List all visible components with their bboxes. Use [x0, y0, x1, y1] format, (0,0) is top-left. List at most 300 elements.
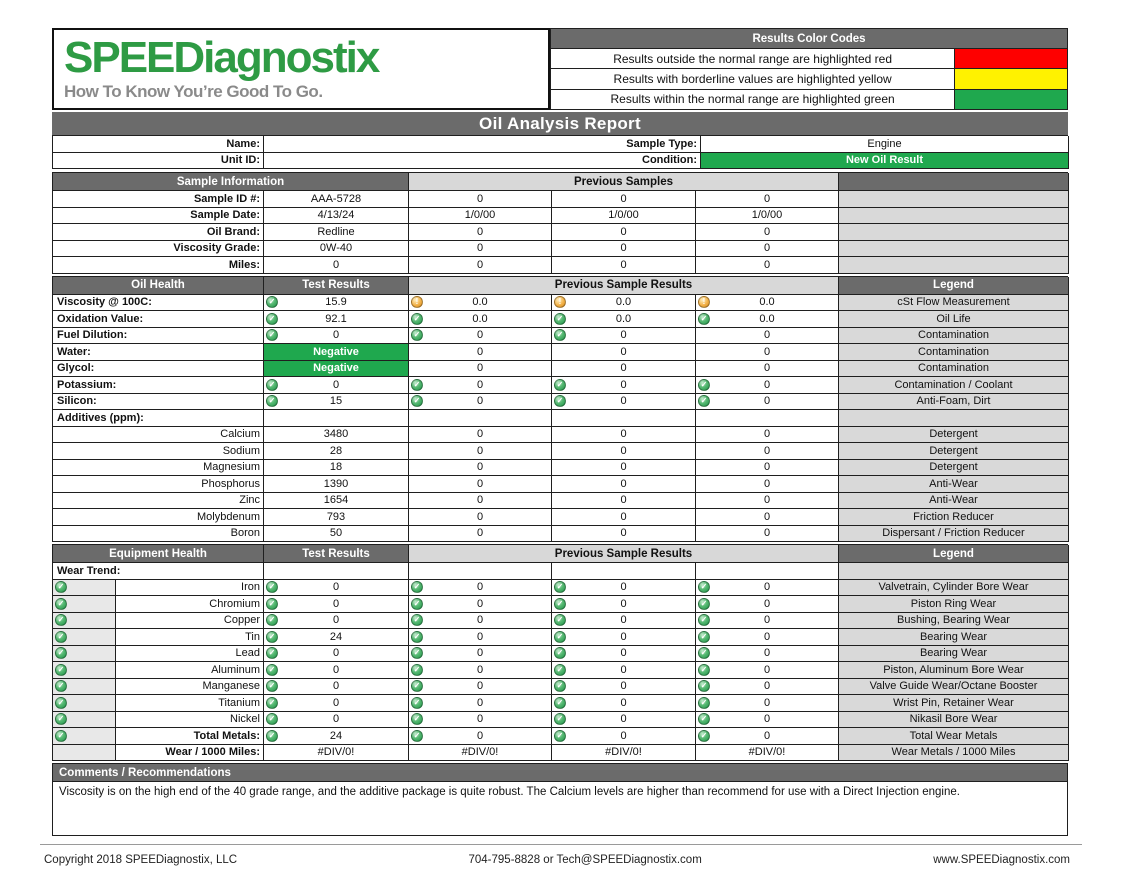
cell-value: 0 — [620, 729, 627, 742]
test-result-cell — [264, 241, 409, 258]
legend-cell — [839, 311, 1069, 328]
previous-sample-results-header: Previous Sample Results — [409, 277, 839, 295]
metal-label-text: Aluminum — [211, 663, 260, 676]
cell-value: 0 — [476, 510, 484, 523]
sample-info-row — [53, 241, 1068, 258]
cell-value: #DIV/0! — [461, 746, 499, 759]
previous-sample-cell — [409, 679, 552, 696]
field-label-text: Sample Date: — [190, 209, 260, 222]
check-icon: ✓ — [554, 581, 566, 593]
legend-cell — [839, 646, 1069, 663]
metal-label-text: Nickel — [230, 713, 260, 726]
wear-trend-cell — [53, 662, 116, 679]
oil-health-row — [53, 509, 1068, 526]
check-icon: ✓ — [698, 313, 710, 325]
previous-sample-cell — [552, 427, 696, 444]
check-icon: ✓ — [411, 697, 423, 709]
legend-cell — [839, 427, 1069, 444]
color-code-row — [551, 69, 1068, 89]
equipment-health-row — [53, 596, 1068, 613]
legend-text: Detergent — [929, 444, 978, 457]
field-label-text: Oil Brand: — [206, 225, 260, 238]
test-result-cell — [264, 613, 409, 630]
cell-value: 0 — [763, 444, 771, 457]
cell-value: 24 — [329, 630, 343, 643]
previous-sample-cell — [696, 394, 839, 411]
metal-label — [116, 695, 264, 712]
check-icon: ✓ — [554, 730, 566, 742]
previous-sample-cell — [552, 443, 696, 460]
equipment-health-row — [53, 629, 1068, 646]
cell-value: 0 — [620, 647, 627, 660]
cell-value: 0 — [476, 192, 484, 205]
previous-sample-cell — [696, 662, 839, 679]
metal-label-text: Chromium — [209, 597, 260, 610]
footer-divider — [40, 844, 1082, 845]
check-icon: ✓ — [554, 395, 566, 407]
cell-value: 0 — [620, 597, 627, 610]
cell-value: 0 — [476, 713, 484, 726]
check-icon: ✓ — [266, 379, 278, 391]
check-icon: ✓ — [55, 631, 67, 643]
cell-value: 0 — [763, 597, 771, 610]
wear-trend-cell — [53, 596, 116, 613]
cell-value: 0 — [620, 680, 627, 693]
cell-value: 0 — [763, 477, 771, 490]
previous-sample-cell — [696, 241, 839, 258]
cell-value: 0 — [620, 378, 627, 391]
cell-value: 0.0 — [472, 296, 488, 309]
wear-trend-cell — [53, 695, 116, 712]
check-icon: ✓ — [266, 713, 278, 725]
parameter-label-text: Additives (ppm): — [57, 411, 144, 424]
test-result-cell — [264, 460, 409, 477]
check-icon: ✓ — [554, 647, 566, 659]
previous-sample-cell — [409, 295, 552, 312]
equipment-health-row — [53, 695, 1068, 712]
legend-text: Detergent — [929, 428, 978, 441]
check-icon: ✓ — [554, 598, 566, 610]
parameter-label-text: Calcium — [220, 428, 260, 441]
cell-value: 0 — [620, 444, 627, 457]
metal-label-text: Manganese — [202, 680, 260, 693]
cell-value: 0 — [476, 494, 484, 507]
legend-cell — [839, 295, 1069, 312]
parameter-label-text: Viscosity @ 100C: — [57, 296, 152, 309]
check-icon: ✓ — [55, 614, 67, 626]
metal-label-text: Titanium — [218, 696, 260, 709]
previous-sample-cell — [552, 662, 696, 679]
parameter-label — [53, 394, 264, 411]
footer-copyright: Copyright 2018 SPEEDiagnostix, LLC — [44, 854, 238, 866]
field-label — [53, 153, 264, 170]
check-icon: ✓ — [411, 379, 423, 391]
cell-value: Negative — [313, 345, 359, 358]
cell-value: 24 — [329, 729, 343, 742]
legend-text: cSt Flow Measurement — [897, 296, 1010, 309]
check-icon: ✓ — [55, 680, 67, 692]
parameter-label-text: Sodium — [222, 444, 260, 457]
check-icon: ✓ — [698, 647, 710, 659]
cell-value: 15 — [329, 395, 343, 408]
previous-sample-cell — [552, 745, 696, 762]
previous-sample-cell — [409, 526, 552, 543]
check-icon: ✓ — [266, 647, 278, 659]
sample-field-label — [53, 224, 264, 241]
check-icon: ✓ — [411, 581, 423, 593]
cell-value: 50 — [329, 527, 343, 540]
parameter-label-text: Potassium: — [57, 378, 117, 391]
previous-sample-cell — [409, 394, 552, 411]
previous-sample-cell — [552, 410, 696, 427]
previous-sample-cell — [696, 476, 839, 493]
previous-sample-cell — [696, 427, 839, 444]
test-result-cell — [264, 295, 409, 312]
previous-sample-cell — [552, 613, 696, 630]
cell-value: 0 — [763, 510, 771, 523]
test-result-cell — [264, 344, 409, 361]
wear-trend-cell — [53, 712, 116, 729]
legend-cell — [839, 241, 1069, 258]
cell-value: 0 — [476, 680, 484, 693]
cell-value: New Oil Result — [845, 154, 924, 167]
cell-value: 3480 — [323, 428, 349, 441]
cell-value: 0 — [332, 680, 340, 693]
previous-sample-cell — [552, 646, 696, 663]
metal-label-text: Lead — [235, 647, 260, 660]
cell-value: 0 — [476, 378, 484, 391]
comments-header: Comments / Recommendations — [52, 763, 1068, 781]
cell-value: 0 — [476, 597, 484, 610]
cell-value: 0 — [620, 395, 627, 408]
previous-sample-cell — [696, 443, 839, 460]
cell-value: 0 — [763, 680, 771, 693]
identity-row — [53, 153, 1068, 170]
legend-cell — [839, 460, 1069, 477]
parameter-label-text: Boron — [230, 527, 260, 540]
cell-value: 0.0 — [759, 296, 775, 309]
previous-sample-cell — [409, 460, 552, 477]
oil-health-row — [53, 427, 1068, 444]
oil-health-header: Oil Health — [53, 277, 264, 295]
cell-value: 0 — [476, 345, 484, 358]
equipment-health-section — [52, 544, 1068, 761]
previous-sample-cell — [552, 728, 696, 745]
oil-health-row — [53, 493, 1068, 510]
cell-value: Redline — [317, 225, 355, 238]
metal-label — [116, 662, 264, 679]
cell-value: #DIV/0! — [748, 746, 786, 759]
page-footer — [44, 854, 1070, 866]
cell-value: 0 — [620, 527, 627, 540]
check-icon: ✓ — [698, 598, 710, 610]
cell-value: 0 — [476, 329, 484, 342]
field-label — [264, 153, 701, 170]
parameter-label-text: Molybdenum — [197, 510, 260, 523]
check-icon: ✓ — [411, 631, 423, 643]
check-icon: ✓ — [698, 395, 710, 407]
legend-text: Valve Guide Wear/Octane Booster — [869, 680, 1038, 693]
test-result-cell — [264, 629, 409, 646]
previous-sample-cell — [409, 361, 552, 378]
field-label-text: Sample Type: — [626, 137, 697, 150]
previous-sample-cell — [552, 695, 696, 712]
check-icon: ✓ — [698, 631, 710, 643]
cell-value: 0 — [620, 329, 627, 342]
wear-trend-cell — [53, 629, 116, 646]
previous-sample-cell — [696, 224, 839, 241]
cell-value: 0 — [476, 581, 484, 594]
previous-sample-cell — [696, 745, 839, 762]
parameter-label — [53, 460, 264, 477]
color-code-text: Results within the normal range are highlighted green — [610, 92, 895, 107]
previous-sample-cell — [409, 224, 552, 241]
previous-sample-cell — [696, 257, 839, 274]
cell-value: 0 — [332, 713, 340, 726]
field-label-text: Unit ID: — [220, 154, 260, 167]
identity-block — [52, 135, 1068, 169]
cell-value: 0W-40 — [319, 242, 353, 255]
oil-health-row — [53, 476, 1068, 493]
previous-sample-cell — [409, 410, 552, 427]
color-code-text: Results outside the normal range are highlighted red — [613, 51, 893, 66]
legend-cell — [839, 596, 1069, 613]
oil-health-row — [53, 328, 1068, 345]
check-icon: ✓ — [554, 664, 566, 676]
test-result-cell — [264, 328, 409, 345]
cell-value: 0 — [620, 494, 627, 507]
legend-cell — [839, 613, 1069, 630]
previous-sample-cell — [552, 629, 696, 646]
legend-text: Contamination / Coolant — [894, 378, 1013, 391]
sample-field-label — [53, 208, 264, 225]
previous-sample-cell — [552, 526, 696, 543]
legend-cell — [839, 257, 1069, 274]
previous-sample-cell — [552, 712, 696, 729]
previous-sample-cell — [409, 493, 552, 510]
legend-cell — [839, 224, 1069, 241]
previous-sample-cell — [696, 208, 839, 225]
test-results-header: Test Results — [264, 545, 409, 563]
legend-text: Anti-Wear — [929, 494, 978, 507]
cell-value: 0 — [620, 630, 627, 643]
check-icon: ✓ — [698, 581, 710, 593]
wear-trend-cell — [53, 745, 116, 762]
previous-sample-cell — [552, 476, 696, 493]
metal-label — [116, 712, 264, 729]
previous-sample-cell — [409, 377, 552, 394]
warning-icon: ! — [411, 296, 423, 308]
color-swatch — [955, 69, 1068, 89]
test-result-cell — [264, 596, 409, 613]
cell-value: 0 — [332, 647, 340, 660]
check-icon: ✓ — [266, 664, 278, 676]
cell-value: 28 — [329, 444, 343, 457]
legend-text: Contamination — [918, 329, 989, 342]
parameter-label — [53, 328, 264, 345]
cell-value: 0 — [763, 461, 771, 474]
legend-cell — [839, 580, 1069, 597]
oil-health-section — [52, 276, 1068, 543]
previous-sample-cell — [696, 596, 839, 613]
cell-value: 793 — [326, 510, 346, 523]
legend-text: Bearing Wear — [919, 647, 988, 660]
previous-sample-cell — [552, 311, 696, 328]
previous-sample-cell — [696, 460, 839, 477]
wear-trend-cell — [53, 580, 116, 597]
color-code-row — [551, 49, 1068, 69]
parameter-label — [53, 476, 264, 493]
legend-cell — [839, 361, 1069, 378]
cell-value: 0 — [476, 477, 484, 490]
test-result-cell — [264, 394, 409, 411]
check-icon: ✓ — [554, 313, 566, 325]
cell-value: 0 — [763, 494, 771, 507]
metal-label — [116, 646, 264, 663]
parameter-label — [53, 427, 264, 444]
equipment-health-header: Equipment Health — [53, 545, 264, 563]
previous-sample-cell — [552, 460, 696, 477]
equipment-health-row — [53, 563, 1068, 580]
check-icon: ✓ — [554, 379, 566, 391]
previous-sample-cell — [696, 629, 839, 646]
parameter-label-text: Phosphorus — [201, 477, 260, 490]
check-icon: ✓ — [411, 395, 423, 407]
cell-value: 0 — [620, 258, 627, 271]
oil-health-row — [53, 410, 1068, 427]
color-codes-title: Results Color Codes — [551, 29, 1068, 49]
legend-text: Piston Ring Wear — [910, 597, 997, 610]
metal-label — [116, 728, 264, 745]
previous-sample-cell — [409, 646, 552, 663]
cell-value: 0 — [620, 192, 627, 205]
cell-value: 0 — [763, 614, 771, 627]
test-result-cell — [264, 410, 409, 427]
test-result-cell — [264, 646, 409, 663]
previous-sample-cell — [696, 410, 839, 427]
check-icon: ✓ — [266, 296, 278, 308]
cell-value: 0 — [763, 729, 771, 742]
previous-sample-cell — [409, 257, 552, 274]
wear-trend-cell — [53, 728, 116, 745]
previous-sample-cell — [409, 328, 552, 345]
parameter-label-text: Glycol: — [57, 362, 95, 375]
legend-header: Legend — [839, 277, 1069, 295]
cell-value: 0 — [476, 428, 484, 441]
cell-value: 1/0/00 — [608, 209, 639, 222]
parameter-label — [53, 295, 264, 312]
check-icon: ✓ — [55, 581, 67, 593]
cell-value: #DIV/0! — [317, 746, 355, 759]
oil-health-row — [53, 377, 1068, 394]
cell-value: Engine — [867, 137, 902, 150]
previous-sample-cell — [696, 377, 839, 394]
cell-value: 0 — [476, 696, 484, 709]
sample-info-row — [53, 208, 1068, 225]
legend-cell — [839, 493, 1069, 510]
legend-cell — [839, 629, 1069, 646]
legend-text: Detergent — [929, 461, 978, 474]
legend-header: Legend — [839, 545, 1069, 563]
check-icon: ✓ — [55, 730, 67, 742]
wear-trend-cell — [53, 613, 116, 630]
brand-tagline: How To Know You’re Good To Go. — [64, 81, 323, 101]
cell-value: 15.9 — [325, 296, 347, 309]
sample-info-row — [53, 191, 1068, 208]
check-icon: ✓ — [411, 647, 423, 659]
legend-cell — [839, 563, 1069, 580]
field-label-text: Miles: — [228, 258, 260, 271]
previous-sample-cell — [552, 241, 696, 258]
previous-sample-cell — [409, 208, 552, 225]
previous-sample-cell — [552, 394, 696, 411]
previous-sample-results-header: Previous Sample Results — [409, 545, 839, 563]
metal-label-text: Wear / 1000 Miles: — [165, 746, 260, 759]
metal-label-text: Iron — [241, 581, 260, 594]
legend-cell — [839, 679, 1069, 696]
comments-text: Viscosity is on the high end of the 40 grade range, and the additive package is quite robust. The Calcium levels are higher than recommend for use with a Direct Injection engine. — [52, 781, 1068, 836]
color-swatch — [955, 90, 1068, 110]
oil-health-row — [53, 394, 1068, 411]
previous-sample-cell — [696, 712, 839, 729]
check-icon: ✓ — [266, 581, 278, 593]
legend-cell — [839, 712, 1069, 729]
check-icon: ✓ — [554, 631, 566, 643]
field-label — [264, 136, 701, 153]
cell-value: 0 — [476, 614, 484, 627]
legend-text: Contamination — [918, 362, 989, 375]
previous-sample-cell — [552, 493, 696, 510]
report-content — [44, 28, 1070, 866]
legend-cell — [839, 695, 1069, 712]
cell-value: 0 — [332, 581, 340, 594]
test-result-cell — [264, 191, 409, 208]
previous-sample-cell — [409, 728, 552, 745]
field-label-text: Viscosity Grade: — [173, 242, 260, 255]
check-icon: ✓ — [411, 680, 423, 692]
test-result-cell — [264, 580, 409, 597]
parameter-label-text: Silicon: — [57, 395, 97, 408]
equipment-health-row — [53, 613, 1068, 630]
cell-value: 0.0 — [615, 312, 632, 325]
cell-value: 1390 — [323, 477, 349, 490]
legend-cell — [839, 745, 1069, 762]
previous-sample-cell — [409, 613, 552, 630]
previous-sample-cell — [409, 745, 552, 762]
previous-sample-cell — [409, 580, 552, 597]
legend-cell — [839, 443, 1069, 460]
metal-label-text: Total Metals: — [193, 729, 260, 742]
legend-cell — [839, 728, 1069, 745]
check-icon: ✓ — [55, 697, 67, 709]
wear-trend-label-cell — [53, 563, 264, 580]
cell-value: Negative — [313, 362, 359, 375]
legend-cell — [839, 344, 1069, 361]
test-result-cell — [264, 224, 409, 241]
previous-sample-cell — [552, 596, 696, 613]
metal-label-text: Copper — [223, 614, 260, 627]
top-row — [52, 28, 1068, 110]
cell-value: 0 — [476, 729, 484, 742]
check-icon: ✓ — [55, 664, 67, 676]
check-icon: ✓ — [55, 598, 67, 610]
previous-sample-cell — [409, 427, 552, 444]
parameter-label — [53, 509, 264, 526]
parameter-label-text: Magnesium — [203, 461, 260, 474]
cell-value: 0 — [476, 258, 484, 271]
previous-sample-cell — [696, 580, 839, 597]
previous-sample-cell — [409, 476, 552, 493]
